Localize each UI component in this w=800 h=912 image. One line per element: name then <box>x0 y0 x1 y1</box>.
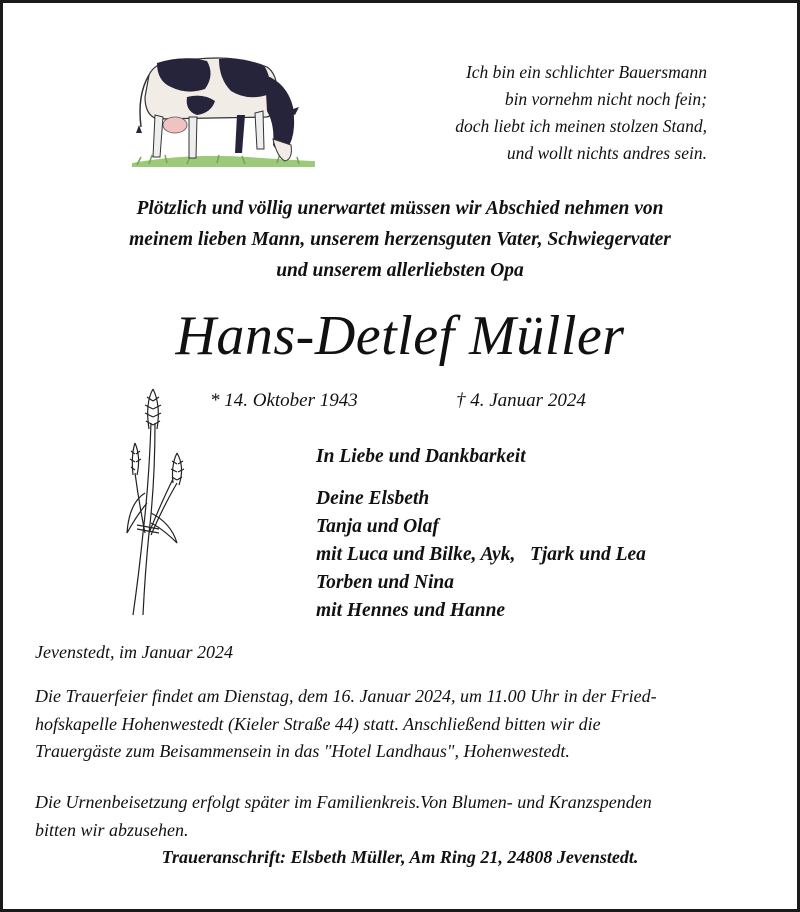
family-member: mit Hennes und Hanne <box>316 600 506 621</box>
poem <box>455 59 707 167</box>
family-member: Torben und Nina <box>316 572 454 593</box>
ceremony-line: Die Trauerfeier findet am Dienstag, dem 16. Januar 2024, um 11.00 Uhr in der Fried- <box>35 686 657 706</box>
poem-line: und wollt nichts andres sein. <box>506 143 707 163</box>
wheat-illustration <box>115 383 200 623</box>
ceremony-text <box>35 683 657 766</box>
family-member: mit Luca und Bilke, Ayk, Tjark und Lea <box>316 544 646 565</box>
family-heading: In Liebe und Dankbarkeit <box>316 446 526 467</box>
intro-line: Plötzlich und völlig unerwartet müssen wir Abschied nehmen von <box>136 198 664 219</box>
ceremony-line: hofskapelle Hohenwestedt (Kieler Straße 44) statt. Anschließend bitten wir die <box>35 713 601 734</box>
place-date: Jevenstedt, im Januar 2024 <box>35 642 233 662</box>
poem-line: bin vornehm nicht noch fein; <box>504 89 707 109</box>
burial-text <box>35 789 652 844</box>
burial-line: Die Urnenbeisetzung erfolgt später im Familienkreis.Von Blumen- und Kranzspenden <box>35 792 652 812</box>
burial-line: bitten wir abzusehen. <box>35 819 189 840</box>
spacer <box>316 471 646 485</box>
ceremony-line: Trauergäste zum Beisammensein in das "Hotel Landhaus", Hohenwestedt. <box>35 741 570 761</box>
family-member: Tanja und Olaf <box>316 516 439 537</box>
cow-illustration <box>127 45 317 175</box>
family-list <box>316 443 646 625</box>
poem-line: doch liebt ich meinen stolzen Stand, <box>455 116 707 136</box>
intro-line: meinem lieben Mann, unserem herzensguten Vater, Schwiegervater <box>129 229 671 250</box>
intro-line: und unserem allerliebsten Opa <box>276 260 524 281</box>
birth-date: * 14. Oktober 1943 <box>210 390 358 411</box>
mourning-address: Traueranschrift: Elsbeth Müller, Am Ring 21, 24808 Jevenstedt. <box>161 847 639 867</box>
deceased-name: Hans-Detlef Müller <box>175 305 625 367</box>
death-date: † 4. Januar 2024 <box>456 390 586 411</box>
intro-text <box>3 193 797 286</box>
poem-line: Ich bin ein schlichter Bauersmann <box>465 62 707 82</box>
family-member: Deine Elsbeth <box>316 488 430 509</box>
